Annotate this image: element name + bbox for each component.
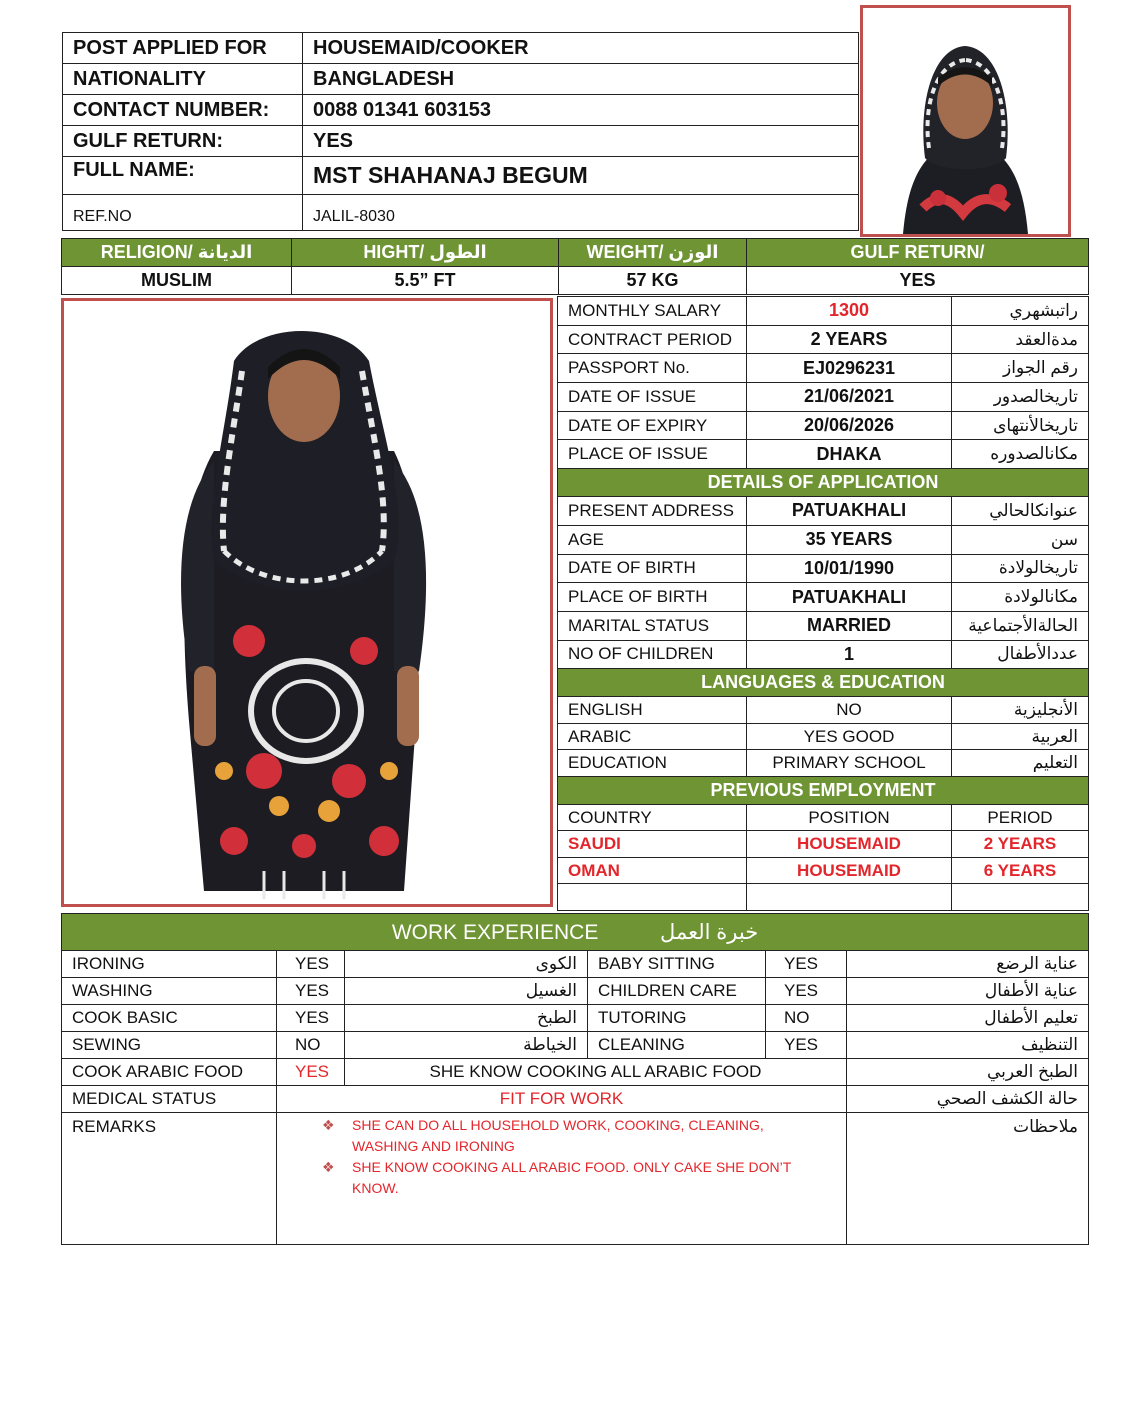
info-value: 0088 01341 603153: [303, 95, 859, 126]
detail-label: ENGLISH: [558, 697, 747, 724]
remarks-row: [62, 1113, 1089, 1245]
detail-row: [558, 611, 1089, 640]
medical-status-value: FIT FOR WORK: [277, 1086, 847, 1113]
detail-value: DHAKA: [747, 440, 952, 469]
religion-header: RELIGION/ الديانة: [62, 239, 292, 267]
employment-row: [558, 857, 1089, 884]
info-row: [63, 195, 859, 231]
detail-row: [558, 297, 1089, 326]
stats-header-row: [62, 239, 1089, 267]
detail-value: 20/06/2026: [747, 411, 952, 440]
diamond-bullet-icon: ❖: [322, 1117, 335, 1133]
empty-cell: [747, 884, 952, 911]
remarks-list: [322, 1113, 806, 1199]
portrait-photo: [860, 5, 1071, 237]
detail-value: PATUAKHALI: [747, 497, 952, 526]
skill-label: WASHING: [62, 978, 277, 1005]
skill-label: CLEANING: [588, 1032, 766, 1059]
detail-row: [558, 325, 1089, 354]
detail-row: [558, 583, 1089, 612]
employment-row-empty: [558, 884, 1089, 911]
weight-value: 57 KG: [559, 267, 747, 295]
detail-row: [558, 723, 1089, 750]
work-experience-title: WORK EXPERIENCE: [391, 920, 599, 944]
skill-row: [62, 1005, 1089, 1032]
employment-row: [558, 831, 1089, 858]
detail-row: [558, 525, 1089, 554]
skill-label: COOK ARABIC FOOD: [62, 1059, 277, 1086]
detail-row: [558, 497, 1089, 526]
details-table: [557, 296, 1089, 911]
full-body-photo: [61, 298, 553, 907]
skill-value: YES: [766, 978, 847, 1005]
detail-label: CONTRACT PERIOD: [558, 325, 747, 354]
skill-label: TUTORING: [588, 1005, 766, 1032]
remarks-label-arabic: ملاحظات: [847, 1113, 1089, 1245]
details-of-application-header: DETAILS OF APPLICATION: [558, 469, 1089, 497]
employment-col-position: POSITION: [747, 804, 952, 831]
medical-row: [62, 1086, 1089, 1113]
medical-label: MEDICAL STATUS: [62, 1086, 277, 1113]
skill-label-arabic: عناية الرضع: [847, 951, 1089, 978]
detail-label: EDUCATION: [558, 750, 747, 777]
previous-employment-header: PREVIOUS EMPLOYMENT: [558, 776, 1089, 804]
monthly-salary-value: 1300: [747, 297, 952, 326]
detail-value: YES GOOD: [747, 723, 952, 750]
skill-value: YES: [277, 978, 345, 1005]
diamond-bullet-icon: ❖: [322, 1159, 335, 1175]
skill-row: [62, 1032, 1089, 1059]
detail-label: ARABIC: [558, 723, 747, 750]
portrait-photo-image: [863, 8, 1068, 234]
detail-label: DATE OF EXPIRY: [558, 411, 747, 440]
skill-label: BABY SITTING: [588, 951, 766, 978]
skill-label-arabic: التنظيف: [847, 1032, 1089, 1059]
detail-label-arabic: الأنجليزية: [952, 697, 1089, 724]
info-value: BANGLADESH: [303, 64, 859, 95]
info-value: HOUSEMAID/COOKER: [303, 33, 859, 64]
employment-country: OMAN: [558, 857, 747, 884]
info-row: [63, 157, 859, 195]
work-experience-header: [62, 914, 1089, 951]
info-row: [63, 33, 859, 64]
detail-label: PASSPORT No.: [558, 354, 747, 383]
remark-item: ❖ SHE CAN DO ALL HOUSEHOLD WORK, COOKING, CLEANING, WASHING AND IRONING: [322, 1117, 764, 1154]
detail-row: [558, 750, 1089, 777]
skill-value: NO: [766, 1005, 847, 1032]
info-label: REF.NO: [63, 195, 303, 231]
info-label: GULF RETURN:: [63, 126, 303, 157]
employment-col-country: COUNTRY: [558, 804, 747, 831]
ref-no-value: JALIL-8030: [303, 195, 859, 231]
detail-label: PLACE OF BIRTH: [558, 583, 747, 612]
detail-value: 2 YEARS: [747, 325, 952, 354]
arabic-food-row: [62, 1059, 1089, 1086]
info-row: [63, 95, 859, 126]
detail-label-arabic: مكانالولادة: [952, 583, 1089, 612]
skill-label-arabic: الطبخ العربي: [847, 1059, 1089, 1086]
employment-country: SAUDI: [558, 831, 747, 858]
height-value: 5.5” FT: [292, 267, 559, 295]
detail-label-arabic: تاريخالولادة: [952, 554, 1089, 583]
detail-label-arabic: مكانالصدوره: [952, 440, 1089, 469]
work-experience-header-row: [62, 914, 1089, 951]
employment-position: HOUSEMAID: [747, 857, 952, 884]
work-experience-table: [61, 913, 1089, 1245]
detail-row: [558, 411, 1089, 440]
skill-label-arabic: الكوى: [345, 951, 588, 978]
employment-col-period: PERIOD: [952, 804, 1089, 831]
employment-period: 6 YEARS: [952, 857, 1089, 884]
gulf-return-value: YES: [747, 267, 1089, 295]
arabic-food-note: SHE KNOW COOKING ALL ARABIC FOOD: [345, 1059, 847, 1086]
detail-row: [558, 440, 1089, 469]
detail-value: 1: [747, 640, 952, 669]
skill-label: CHILDREN CARE: [588, 978, 766, 1005]
skill-value: YES: [766, 951, 847, 978]
detail-label: MARITAL STATUS: [558, 611, 747, 640]
info-label: NATIONALITY: [63, 64, 303, 95]
detail-label: PRESENT ADDRESS: [558, 497, 747, 526]
detail-label: DATE OF ISSUE: [558, 383, 747, 412]
info-label: POST APPLIED FOR: [63, 33, 303, 64]
employment-period: 2 YEARS: [952, 831, 1089, 858]
section-header-row: [558, 669, 1089, 697]
detail-label-arabic: عددالأطفال: [952, 640, 1089, 669]
skill-value: YES: [277, 1005, 345, 1032]
skill-label: IRONING: [62, 951, 277, 978]
detail-label-arabic: الحالةالأجتماعية: [952, 611, 1089, 640]
detail-value: MARRIED: [747, 611, 952, 640]
languages-education-header: LANGUAGES & EDUCATION: [558, 669, 1089, 697]
religion-value: MUSLIM: [62, 267, 292, 295]
gulf-return-header: GULF RETURN/: [747, 239, 1089, 267]
work-experience-title-arabic: خبرة العمل: [660, 920, 759, 944]
info-label: FULL NAME:: [63, 157, 303, 195]
detail-label: DATE OF BIRTH: [558, 554, 747, 583]
detail-label-arabic: التعليم: [952, 750, 1089, 777]
skill-label: SEWING: [62, 1032, 277, 1059]
detail-label-arabic: رقم الجواز: [952, 354, 1089, 383]
detail-label: AGE: [558, 525, 747, 554]
stats-table: [61, 238, 1089, 295]
info-value: YES: [303, 126, 859, 157]
full-body-photo-image: [64, 301, 550, 904]
detail-value: 35 YEARS: [747, 525, 952, 554]
skill-value: NO: [277, 1032, 345, 1059]
section-header-row: [558, 776, 1089, 804]
detail-label-arabic: سن: [952, 525, 1089, 554]
remarks-label: REMARKS: [62, 1113, 277, 1245]
employment-position: HOUSEMAID: [747, 831, 952, 858]
full-name-value: MST SHAHANAJ BEGUM: [303, 157, 859, 195]
detail-label-arabic: تاريخالأنتهاى: [952, 411, 1089, 440]
detail-value: EJ0296231: [747, 354, 952, 383]
skill-label-arabic: الطبخ: [345, 1005, 588, 1032]
skill-value: YES: [766, 1032, 847, 1059]
height-header: HIGHT/ الطول: [292, 239, 559, 267]
detail-row: [558, 640, 1089, 669]
info-label: CONTACT NUMBER:: [63, 95, 303, 126]
detail-row: [558, 697, 1089, 724]
detail-value: NO: [747, 697, 952, 724]
detail-label-arabic: العربية: [952, 723, 1089, 750]
remark-item: ❖ SHE KNOW COOKING ALL ARABIC FOOD. ONLY CAKE SHE DON’T KNOW.: [322, 1159, 792, 1196]
remarks-content: [277, 1113, 847, 1245]
detail-label-arabic: راتبشهري: [952, 297, 1089, 326]
personal-info-table: [62, 32, 859, 231]
skill-value: YES: [277, 951, 345, 978]
detail-value: 10/01/1990: [747, 554, 952, 583]
detail-label: MONTHLY SALARY: [558, 297, 747, 326]
detail-value: 21/06/2021: [747, 383, 952, 412]
weight-header: WEIGHT/ الوزن: [559, 239, 747, 267]
empty-cell: [952, 884, 1089, 911]
medical-label-arabic: حالة الكشف الصحي: [847, 1086, 1089, 1113]
employment-header-row: [558, 804, 1089, 831]
detail-value: PATUAKHALI: [747, 583, 952, 612]
info-row: [63, 64, 859, 95]
detail-row: [558, 383, 1089, 412]
detail-label: NO OF CHILDREN: [558, 640, 747, 669]
detail-label: PLACE OF ISSUE: [558, 440, 747, 469]
detail-label-arabic: تاريخالصدور: [952, 383, 1089, 412]
skill-label-arabic: تعليم الأطفال: [847, 1005, 1089, 1032]
detail-label-arabic: عنوانكالحالي: [952, 497, 1089, 526]
skill-label-arabic: الغسيل: [345, 978, 588, 1005]
detail-label-arabic: مدةالعقد: [952, 325, 1089, 354]
arabic-food-value: YES: [277, 1059, 345, 1086]
skill-label-arabic: الخياطة: [345, 1032, 588, 1059]
detail-row: [558, 554, 1089, 583]
stats-value-row: [62, 267, 1089, 295]
skill-row: [62, 978, 1089, 1005]
detail-value: PRIMARY SCHOOL: [747, 750, 952, 777]
info-row: [63, 126, 859, 157]
section-header-row: [558, 469, 1089, 497]
detail-row: [558, 354, 1089, 383]
skill-row: [62, 951, 1089, 978]
skill-label-arabic: عناية الأطفال: [847, 978, 1089, 1005]
empty-cell: [558, 884, 747, 911]
skill-label: COOK BASIC: [62, 1005, 277, 1032]
